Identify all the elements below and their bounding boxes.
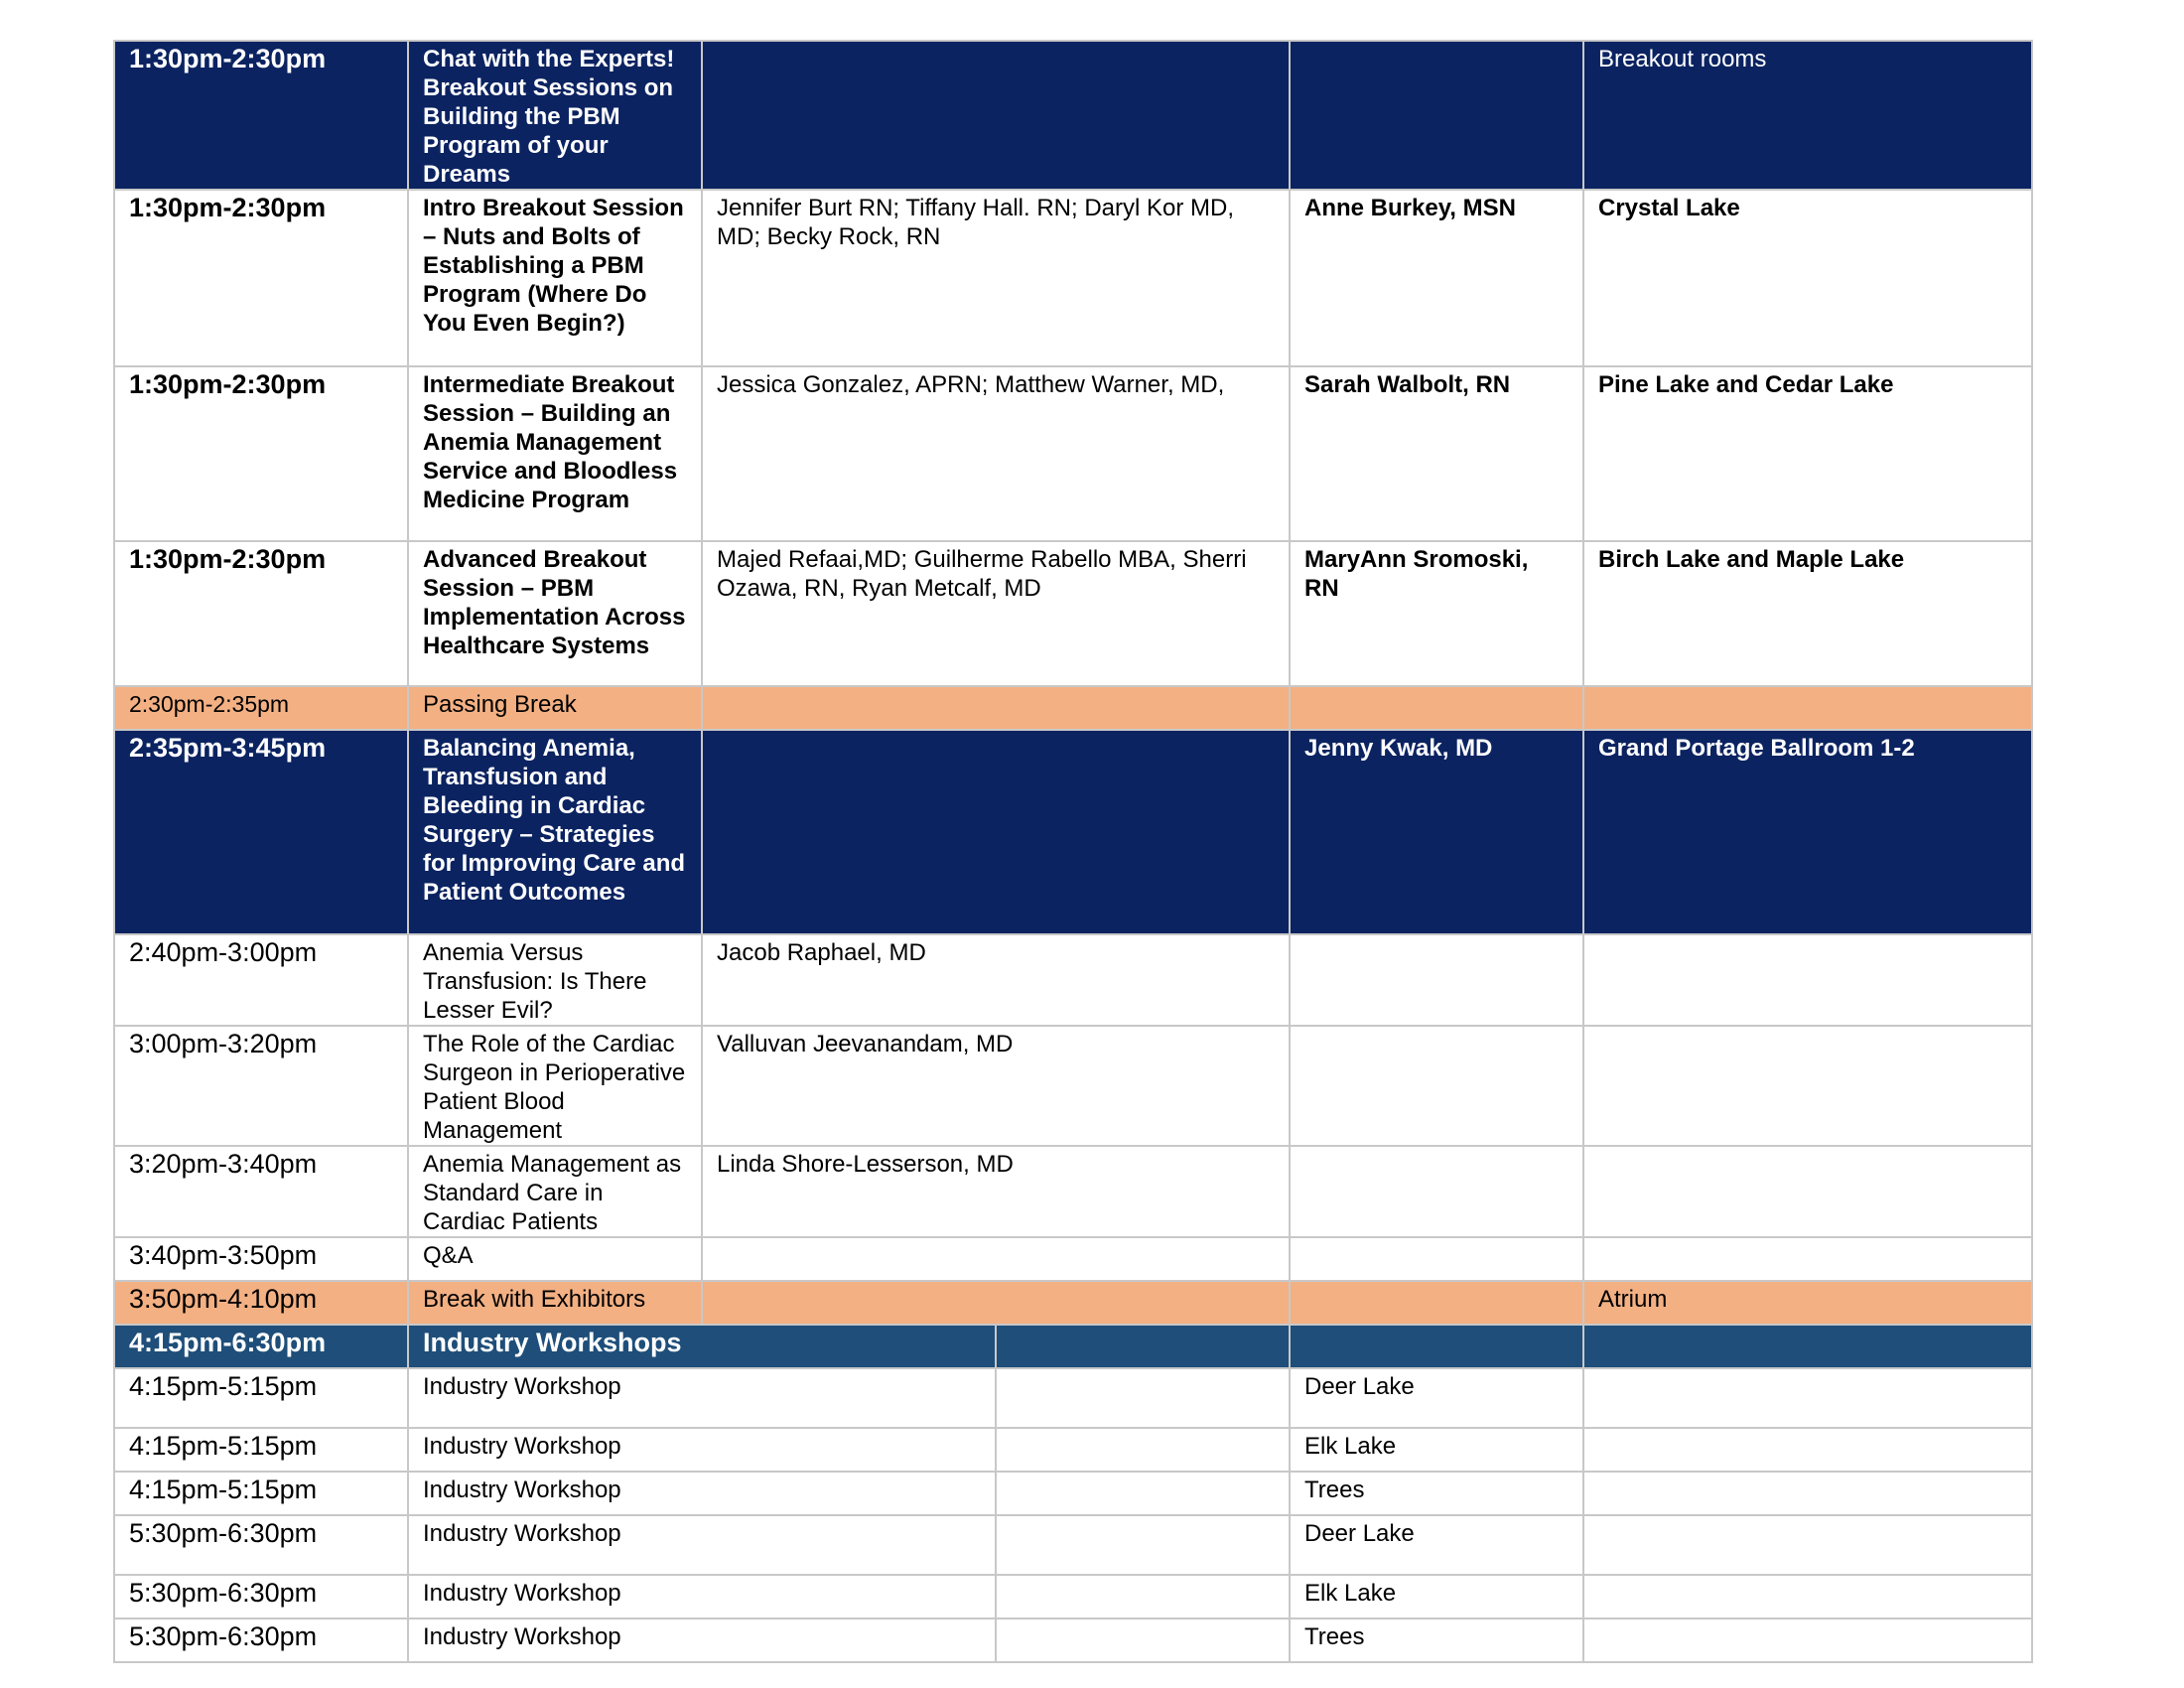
- empty-cell: [1290, 1325, 1583, 1368]
- row-time: 1:30pm-2:30pm: [114, 366, 408, 541]
- row-time: 2:30pm-2:35pm: [114, 686, 408, 730]
- session-title: Chat with the Experts! Breakout Sessions on Building the PBM Program of your Dreams: [408, 41, 702, 190]
- session-title: Industry Workshop: [408, 1515, 996, 1575]
- row-time: 2:35pm-3:45pm: [114, 730, 408, 934]
- speakers: Jennifer Burt RN; Tiffany Hall. RN; Daryl Kor MD, MD; Becky Rock, RN: [702, 190, 1290, 366]
- location: [1583, 934, 2032, 1026]
- location: Grand Portage Ballroom 1-2: [1583, 730, 2032, 934]
- row-time: 1:30pm-2:30pm: [114, 41, 408, 190]
- location: Elk Lake: [1290, 1428, 1583, 1472]
- location: Elk Lake: [1290, 1575, 1583, 1618]
- moderator: Jenny Kwak, MD: [1290, 730, 1583, 934]
- empty-cell: [996, 1575, 1290, 1618]
- speakers: [702, 1281, 1290, 1325]
- location: [1583, 1237, 2032, 1281]
- row-time: 1:30pm-2:30pm: [114, 190, 408, 366]
- location: Breakout rooms: [1583, 41, 2032, 190]
- session-title: Balancing Anemia, Transfusion and Bleeding in Cardiac Surgery – Strategies for Improving Care and Patient Outcomes: [408, 730, 702, 934]
- session-title: Anemia Versus Transfusion: Is There Lesser Evil?: [408, 934, 702, 1026]
- empty-cell: [1583, 1428, 2032, 1472]
- speakers: [702, 41, 1290, 190]
- empty-cell: [1583, 1515, 2032, 1575]
- row-time: 3:40pm-3:50pm: [114, 1237, 408, 1281]
- agenda-row: [114, 934, 2032, 1026]
- agenda-row: [114, 190, 2032, 366]
- empty-cell: [996, 1472, 1290, 1515]
- location: Deer Lake: [1290, 1515, 1583, 1575]
- row-time: 3:20pm-3:40pm: [114, 1146, 408, 1237]
- moderator: MaryAnn Sromoski, RN: [1290, 541, 1583, 686]
- workshop-row: [114, 1618, 2032, 1662]
- row-time: 4:15pm-6:30pm: [114, 1325, 408, 1368]
- location: Birch Lake and Maple Lake: [1583, 541, 2032, 686]
- moderator: [1290, 1237, 1583, 1281]
- location: Trees: [1290, 1618, 1583, 1662]
- session-title: Intro Breakout Session – Nuts and Bolts of Establishing a PBM Program (Where Do You Even Begin?): [408, 190, 702, 366]
- location: [1583, 686, 2032, 730]
- workshop-row: [114, 1575, 2032, 1618]
- empty-cell: [996, 1325, 1290, 1368]
- location: Deer Lake: [1290, 1368, 1583, 1428]
- empty-cell: [996, 1515, 1290, 1575]
- empty-cell: [1583, 1575, 2032, 1618]
- empty-cell: [996, 1428, 1290, 1472]
- speakers: [702, 730, 1290, 934]
- session-title: Q&A: [408, 1237, 702, 1281]
- agenda-row: [114, 541, 2032, 686]
- session-title: Industry Workshop: [408, 1368, 996, 1428]
- session-title: Industry Workshop: [408, 1428, 996, 1472]
- speakers: Linda Shore-Lesserson, MD: [702, 1146, 1290, 1237]
- speakers: Jacob Raphael, MD: [702, 934, 1290, 1026]
- session-title: Intermediate Breakout Session – Building an Anemia Management Service and Bloodless Medicine Program: [408, 366, 702, 541]
- row-time: 5:30pm-6:30pm: [114, 1618, 408, 1662]
- agenda-row: [114, 730, 2032, 934]
- empty-cell: [996, 1618, 1290, 1662]
- location: Crystal Lake: [1583, 190, 2032, 366]
- row-time: 5:30pm-6:30pm: [114, 1515, 408, 1575]
- agenda-row: [114, 41, 2032, 190]
- session-title: Advanced Breakout Session – PBM Implementation Across Healthcare Systems: [408, 541, 702, 686]
- moderator: [1290, 41, 1583, 190]
- speakers: [702, 686, 1290, 730]
- empty-cell: [1583, 1368, 2032, 1428]
- row-time: 4:15pm-5:15pm: [114, 1472, 408, 1515]
- session-title: Break with Exhibitors: [408, 1281, 702, 1325]
- location: [1583, 1026, 2032, 1146]
- agenda-row: [114, 366, 2032, 541]
- session-title: Industry Workshop: [408, 1472, 996, 1515]
- row-time: 4:15pm-5:15pm: [114, 1428, 408, 1472]
- session-title: Anemia Management as Standard Care in Cardiac Patients: [408, 1146, 702, 1237]
- workshop-row: [114, 1368, 2032, 1428]
- location: Atrium: [1583, 1281, 2032, 1325]
- location: Pine Lake and Cedar Lake: [1583, 366, 2032, 541]
- empty-cell: [996, 1368, 1290, 1428]
- session-title: Industry Workshops: [408, 1325, 996, 1368]
- session-title: The Role of the Cardiac Surgeon in Perioperative Patient Blood Management: [408, 1026, 702, 1146]
- row-time: 3:50pm-4:10pm: [114, 1281, 408, 1325]
- agenda-row: [114, 1146, 2032, 1237]
- moderator: Anne Burkey, MSN: [1290, 190, 1583, 366]
- row-time: 5:30pm-6:30pm: [114, 1575, 408, 1618]
- session-title: Industry Workshop: [408, 1618, 996, 1662]
- moderator: [1290, 1026, 1583, 1146]
- workshop-row: [114, 1472, 2032, 1515]
- moderator: [1290, 1146, 1583, 1237]
- speakers: Jessica Gonzalez, APRN; Matthew Warner, MD,: [702, 366, 1290, 541]
- row-time: 2:40pm-3:00pm: [114, 934, 408, 1026]
- agenda-row-break: [114, 1281, 2032, 1325]
- agenda-row: [114, 1026, 2032, 1146]
- empty-cell: [1583, 1618, 2032, 1662]
- workshop-row: [114, 1515, 2032, 1575]
- row-time: 1:30pm-2:30pm: [114, 541, 408, 686]
- agenda-table: [113, 40, 2033, 1663]
- speakers: [702, 1237, 1290, 1281]
- workshop-row: [114, 1428, 2032, 1472]
- row-time: 4:15pm-5:15pm: [114, 1368, 408, 1428]
- location: Trees: [1290, 1472, 1583, 1515]
- workshops-header-row: [114, 1325, 2032, 1368]
- row-time: 3:00pm-3:20pm: [114, 1026, 408, 1146]
- empty-cell: [1583, 1325, 2032, 1368]
- agenda-row-break: [114, 686, 2032, 730]
- empty-cell: [1583, 1472, 2032, 1515]
- agenda-row: [114, 1237, 2032, 1281]
- location: [1583, 1146, 2032, 1237]
- speakers: Majed Refaai,MD; Guilherme Rabello MBA, Sherri Ozawa, RN, Ryan Metcalf, MD: [702, 541, 1290, 686]
- agenda-page: [113, 40, 2031, 1663]
- moderator: [1290, 686, 1583, 730]
- moderator: [1290, 934, 1583, 1026]
- session-title: Industry Workshop: [408, 1575, 996, 1618]
- moderator: Sarah Walbolt, RN: [1290, 366, 1583, 541]
- moderator: [1290, 1281, 1583, 1325]
- session-title: Passing Break: [408, 686, 702, 730]
- speakers: Valluvan Jeevanandam, MD: [702, 1026, 1290, 1146]
